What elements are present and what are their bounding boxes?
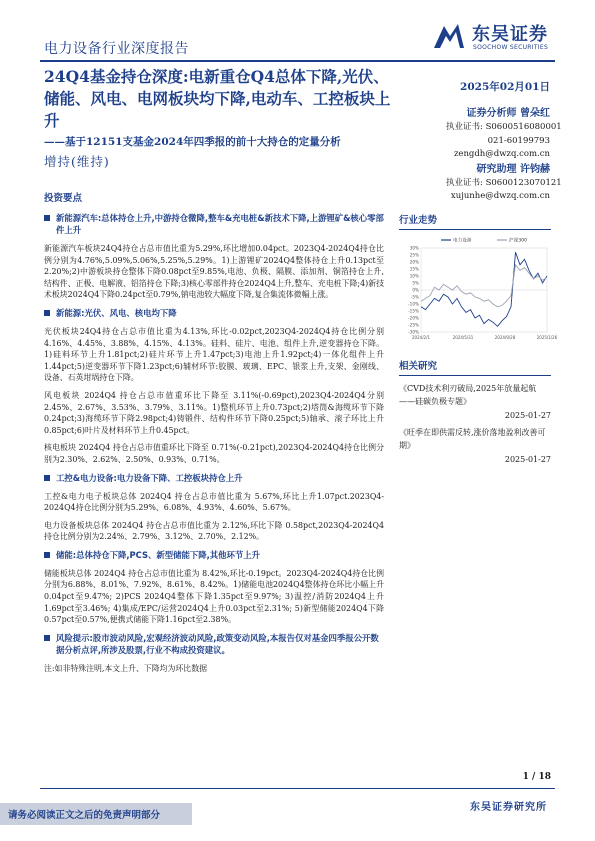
logo-text-cn: 东吴证券 xyxy=(472,24,548,45)
legend-label: 沪深300 xyxy=(509,238,527,244)
square-bullet-icon xyxy=(44,475,50,481)
related-report-link[interactable]: 《CVD技术利刃破局,2025年放量起航——硅碳负极专题》 xyxy=(399,384,537,406)
y-tick-label: -15% xyxy=(408,308,419,314)
summary-column xyxy=(44,190,384,674)
related-report-date: 2025-01-27 xyxy=(504,455,551,464)
analyst-email[interactable]: zengdh@dwzq.com.cn xyxy=(453,149,550,159)
trend-heading: 行业走势 xyxy=(399,212,551,230)
y-tick-label: -20% xyxy=(408,315,419,321)
square-bullet-icon xyxy=(44,635,50,641)
footnote: 注:如非特殊注明,本文上升、下降均为环比数据 xyxy=(44,663,207,673)
paragraph: 工控&电力电子板块总体 2024Q4 持仓占总市值比重为 5.67%,环比上升1.07pct.2023Q4-2024Q4持仓比例分别为5.29%、6.08%、4.93%、4.60%、5.67%。 xyxy=(44,491,384,513)
section-bullet xyxy=(44,307,384,319)
summary-heading: 投资要点 xyxy=(44,193,83,204)
brand-logo xyxy=(432,20,560,56)
trend-chart-svg xyxy=(399,234,558,344)
y-tick-label: 0% xyxy=(412,287,419,293)
y-tick-label: -30% xyxy=(408,329,419,335)
logo-mark-icon xyxy=(432,22,466,52)
section-heading: 新能源:光伏、风电、核电均下降 xyxy=(56,307,177,318)
y-tick-label: -25% xyxy=(408,322,419,328)
report-title: 24Q4基金持仓深度:电新重仓Q4总体下降,光伏、储能、风电、电网板块均下降,电动车、工控板块上升 xyxy=(44,67,391,130)
square-bullet-icon xyxy=(44,310,50,316)
related-report-date: 2025-01-27 xyxy=(504,411,551,420)
related-report-link[interactable]: 《旺季在即供需反转,涨价落地盈利改善可期》 xyxy=(399,428,546,450)
x-tick-label: 2024/9/28 xyxy=(494,335,516,340)
section-heading: 工控&电力设备:电力设备下降、工控板块持仓上升 xyxy=(56,472,243,483)
risk-bullet xyxy=(44,632,384,656)
footer-divider xyxy=(40,788,555,789)
paragraph: 核电板块 2024Q4 持仓占总市值重环比下降至 0.71%(-0.21pct),2023Q4-2024Q4持仓比例分别为2.30%、2.62%、2.50%、0.93%、0.71%。 xyxy=(44,443,384,464)
assistant-role: 研究助理 许钧赫 xyxy=(476,163,550,175)
risk-text: 风险提示:股市波动风险,宏观经济波动风险,政策变动风险,本报告仅对基金四季报公开数据分析点评,所涉及股票,行业不构成投资建议。 xyxy=(56,632,379,655)
section-heading: 储能:总体持仓下降,PCS、新型储能下降,其他环节上升 xyxy=(56,549,261,560)
disclaimer-text: 请务必阅读正文之后的免责声明部分 xyxy=(8,810,161,821)
x-tick-label: 2024/2/1 xyxy=(412,335,430,340)
section-bullet xyxy=(44,212,384,236)
related-heading: 相关研究 xyxy=(399,358,551,376)
report-date: 2025年02月01日 xyxy=(460,81,550,93)
header-divider xyxy=(40,60,555,62)
paragraph: 光伏板块24Q4持仓占总市值比重为4.13%,环比-0.02pct,2023Q4-2024Q4持仓比例分别4.16%、4.45%、3.88%、4.15%、4.13%。硅料、硅片、电池、组件上升,逆变器持仓下降。1)硅料环节上升1.81pct;2)硅片环节上升1.47pct;3)电池上升1.92pct;4)一体化组件上升1.44pct;5)逆变器环节下降1.23pct;6)辅材环节:胶膜、玻璃、EPC、银浆上升,支架、金刚线、设备、石英坩埚持仓下降。 xyxy=(44,326,384,383)
paragraph: 电力设备板块总体 2024Q4 持仓占总市值比重为 2.12%,环比下降 0.58pct,2023Q4-2024Q4持仓比例分别为2.24%、2.79%、3.12%、2.70%、2.12%。 xyxy=(44,520,384,542)
y-tick-label: 20% xyxy=(409,259,419,265)
rating-badge: 增持(维持) xyxy=(44,154,110,169)
y-tick-label: 10% xyxy=(409,273,419,279)
section-bullet xyxy=(44,472,384,484)
section-heading: 新能源汽车:总体持仓上升,中游持仓微降,整车&充电桩&新技术下降,上游锂矿&核心零部件上升 xyxy=(56,213,384,235)
paragraph: 风电板块 2024Q4 持仓占总市值重环比下降至 3.11%(-0.69pct),2023Q4-2024Q4分别2.45%、2.67%、3.53%、3.79%、3.11%。1)整机环节上升0.73pct;2)塔筒&海缆环节下降0.24pct;3)海缆环节下降2.98pct;4)铸锻件、结构件环节下降0.25pct;5)轴承、滚子环比上升0.85pct;6)叶片及材料环节上升0.45pct。 xyxy=(44,390,384,435)
report-subtitle: ——基于12151支基金2024年四季报的前十大持仓的定量分析 xyxy=(44,136,341,148)
assistant-license: 执业证书: S0600123070121 xyxy=(446,177,562,188)
paragraph: 储能板块总体 2024Q4 持仓占总市值比重为 8.42%,环比-0.19pct。2023Q4-2024Q4持仓比例分别为6.88%、8.01%、7.92%、8.61%、8.42%。1)储能电池2024Q4整体持仓环比小幅上升0.04pct至9.47%; 2)PCS 2024Q4整体下降1.35pct至9.97%; 3)温控/消防2024Q4上升1.69pct至3.46%; 4)集成/EPC/运营2024Q4上升0.03pct至2.31%; 5)新型储能2024Q4下降0.57pct至0.57%,便携式储能下降1.16pct至2.38%。 xyxy=(44,568,384,625)
square-bullet-icon xyxy=(44,552,50,558)
x-tick-label: 2025/1/26 xyxy=(536,335,558,340)
footer-brand: 东吴证券研究所 xyxy=(470,802,547,813)
y-tick-label: 15% xyxy=(409,266,419,272)
report-category: 电力设备行业深度报告 xyxy=(44,41,189,57)
y-tick-label: 5% xyxy=(412,280,419,286)
analyst-role: 证券分析师 曾朵红 xyxy=(466,108,550,119)
logo-text-en: SOOCHOW SECURITIES xyxy=(473,44,549,51)
square-bullet-icon xyxy=(44,215,50,221)
analyst-license: 执业证书: S0600516080001 xyxy=(446,122,562,132)
y-tick-label: 30% xyxy=(409,245,419,251)
x-tick-label: 2024/5/31 xyxy=(452,335,474,340)
y-tick-label: -5% xyxy=(410,294,419,300)
legend-label: 电力设备 xyxy=(453,238,472,244)
assistant-email[interactable]: xujunhe@dwzq.com.cn xyxy=(450,191,550,201)
trend-chart xyxy=(399,234,558,344)
page-number: 1 / 18 xyxy=(522,772,551,782)
analyst-phone: 021-60199793 xyxy=(487,135,550,146)
disclaimer-banner xyxy=(0,803,192,825)
section-bullet xyxy=(44,549,384,561)
y-tick-label: -10% xyxy=(408,301,419,307)
analyst-block xyxy=(446,106,562,204)
sidebar xyxy=(399,212,558,464)
paragraph: 新能源汽车板块24Q4持仓占总市值比重为5.29%,环比增加0.04pct。2023Q4-2024Q4持仓比例分别为4.76%,5.09%,5.06%,5.25%,5.29%。1)上游锂矿2024Q4整体持仓上升0.13pct至2.20%;2)中游板块持仓整体下降0.08pct至9.85%,电池、负极、隔膜、添加剂、铜箔持仓上升,结构件、正极、电解液、铝箔持仓下降;3)核心零部件持仓2024Q4上升,整车、充电桩下降;4)新技术板块2024Q4下降0.24pct至0.79%,钠电池较大幅度下降,复合集流体微幅上涨。 xyxy=(44,244,384,300)
y-tick-label: 25% xyxy=(409,252,419,258)
